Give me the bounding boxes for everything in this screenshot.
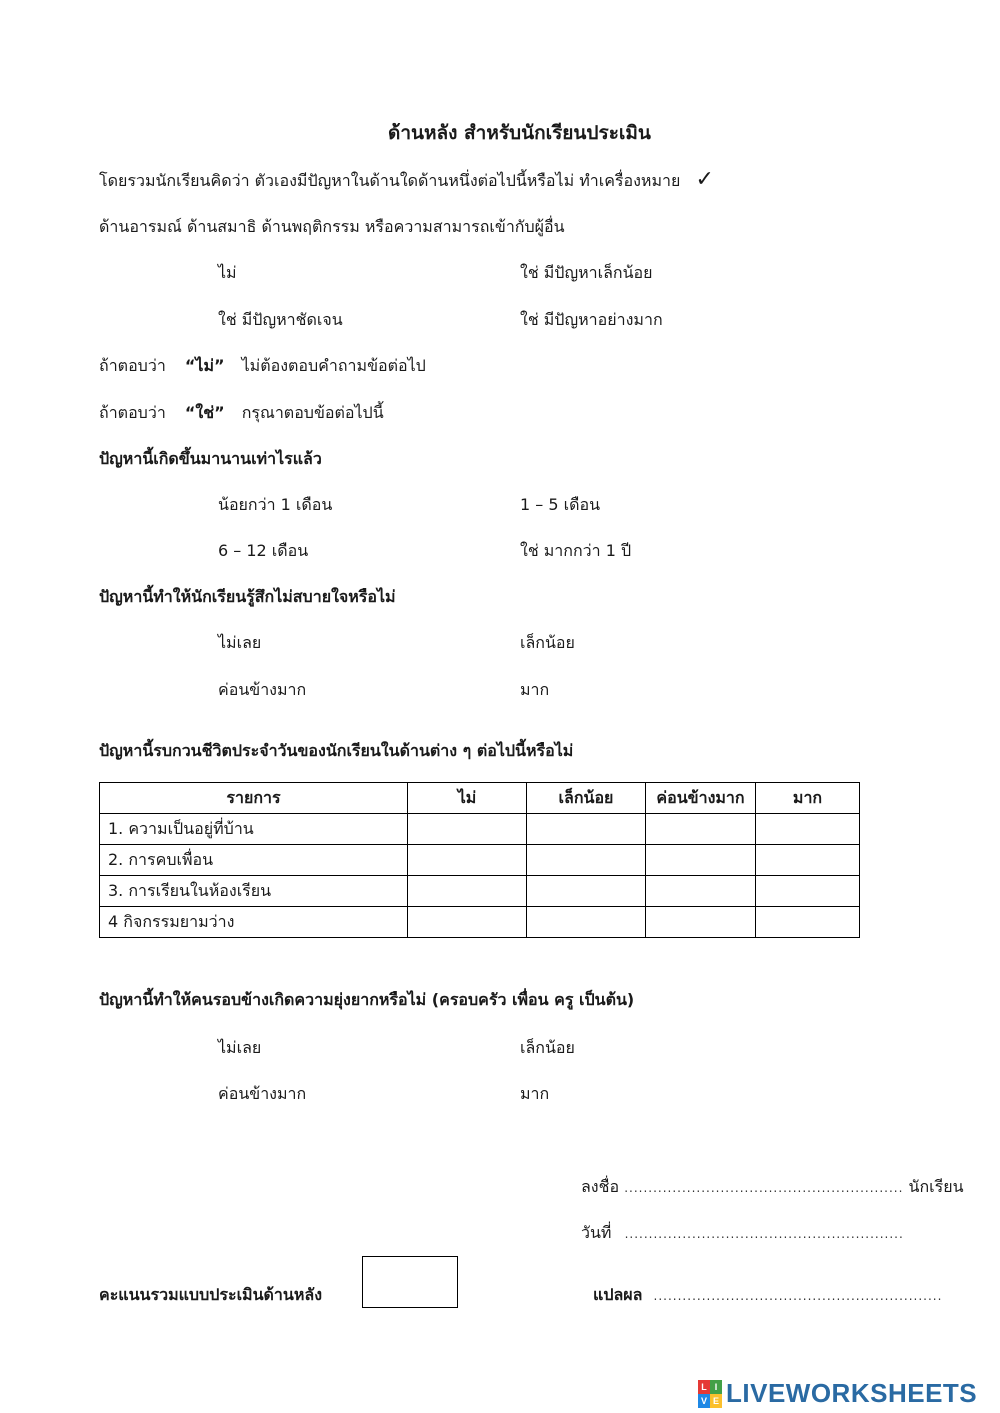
page-title: ด้านหลัง สำหรับนักเรียนประเมิน [388, 122, 651, 144]
col-header-little: เล็กน้อย [527, 783, 646, 814]
answer-cell[interactable] [527, 814, 646, 845]
row-label: 1. ความเป็นอยู่ที่บ้าน [100, 814, 408, 845]
col-header-a-lot: มาก [756, 783, 860, 814]
answer-cell[interactable] [756, 907, 860, 938]
q4-option-3[interactable]: ค่อนข้างมาก [218, 1084, 307, 1103]
liveworksheets-icon [698, 1380, 722, 1408]
answer-cell[interactable] [646, 814, 756, 845]
table-header-row [100, 783, 860, 814]
impact-table [99, 782, 860, 938]
interpret-field[interactable]: ............................................................ [653, 1289, 943, 1303]
q4-option-4[interactable]: มาก [520, 1084, 550, 1103]
date-label: วันที่ [581, 1223, 612, 1242]
col-header-no: ไม่ [408, 783, 527, 814]
q1-option-2[interactable]: 1 – 5 เดือน [520, 495, 601, 514]
q1-option-3[interactable]: 6 – 12 เดือน [218, 541, 309, 560]
answer-cell[interactable] [756, 845, 860, 876]
note-no [99, 356, 426, 376]
answer-cell[interactable] [527, 845, 646, 876]
signature-field[interactable]: .......................................................... [624, 1181, 904, 1195]
note-yes-rest: กรุณาตอบข้อต่อไปนี้ [241, 403, 384, 422]
note-yes-prefix: ถ้าตอบว่า [99, 403, 166, 422]
q2-option-3[interactable]: ค่อนข้างมาก [218, 680, 307, 699]
note-no-rest: ไม่ต้องตอบคำถามข้อต่อไป [241, 356, 426, 375]
q0-option-2[interactable]: ใช่ มีปัญหาเล็กน้อย [520, 263, 653, 282]
check-mark-icon: ✓ [695, 167, 714, 192]
q2-option-4[interactable]: มาก [520, 680, 550, 699]
note-no-key: “ไม่” [184, 356, 225, 375]
liveworksheets-logo [698, 1378, 977, 1409]
q0-option-3[interactable]: ใช่ มีปัญหาชัดเจน [218, 310, 343, 329]
answer-cell[interactable] [408, 876, 527, 907]
interpret-label: แปลผล [593, 1285, 643, 1304]
q2-heading: ปัญหานี้ทำให้นักเรียนรู้สึกไม่สบายใจหรือไม่ [99, 587, 396, 606]
answer-cell[interactable] [646, 907, 756, 938]
logo-tile: I [710, 1380, 722, 1394]
table-row [100, 814, 860, 845]
col-header-quite-a-lot: ค่อนข้างมาก [646, 783, 756, 814]
answer-cell[interactable] [408, 845, 527, 876]
q2-option-1[interactable]: ไม่เลย [218, 633, 262, 652]
intro-line-1 [99, 167, 714, 192]
date-line [581, 1223, 904, 1244]
answer-cell[interactable] [527, 907, 646, 938]
score-label: คะแนนรวมแบบประเมินด้านหลัง [99, 1285, 323, 1304]
col-header-item: รายการ [100, 783, 408, 814]
row-label: 3. การเรียนในห้องเรียน [100, 876, 408, 907]
row-label: 4 กิจกรรมยามว่าง [100, 907, 408, 938]
logo-tile: V [698, 1394, 710, 1408]
answer-cell[interactable] [408, 814, 527, 845]
answer-cell[interactable] [408, 907, 527, 938]
q1-option-4[interactable]: ใช่ มากกว่า 1 ปี [520, 541, 632, 560]
q4-heading: ปัญหานี้ทำให้คนรอบข้างเกิดความยุ่งยากหรือไม่ (ครอบครัว เพื่อน ครู เป็นต้น) [99, 990, 635, 1009]
q4-option-2[interactable]: เล็กน้อย [520, 1038, 575, 1057]
row-label: 2. การคบเพื่อน [100, 845, 408, 876]
answer-cell[interactable] [756, 814, 860, 845]
note-yes-key: “ใช่” [184, 403, 225, 422]
intro-line-2: ด้านอารมณ์ ด้านสมาธิ ด้านพฤติกรรม หรือความสามารถเข้ากับผู้อื่น [99, 217, 565, 236]
signature-line [581, 1177, 964, 1198]
note-no-prefix: ถ้าตอบว่า [99, 356, 166, 375]
answer-cell[interactable] [646, 845, 756, 876]
q1-option-1[interactable]: น้อยกว่า 1 เดือน [218, 495, 333, 514]
signature-role: นักเรียน [908, 1177, 964, 1196]
table-row [100, 907, 860, 938]
table-row [100, 876, 860, 907]
intro-text: โดยรวมนักเรียนคิดว่า ตัวเองมีปัญหาในด้านใดด้านหนึ่งต่อไปนี้หรือไม่ ทำเครื่องหมาย [99, 171, 681, 190]
table-row [100, 845, 860, 876]
signature-label: ลงชื่อ [581, 1177, 620, 1196]
q1-heading: ปัญหานี้เกิดขึ้นมานานเท่าไรแล้ว [99, 449, 322, 468]
answer-cell[interactable] [527, 876, 646, 907]
logo-tile: E [710, 1394, 722, 1408]
q2-option-2[interactable]: เล็กน้อย [520, 633, 575, 652]
answer-cell[interactable] [756, 876, 860, 907]
q3-heading: ปัญหานี้รบกวนชีวิตประจำวันของนักเรียนในด้านต่าง ๆ ต่อไปนี้หรือไม่ [99, 741, 574, 760]
score-box[interactable] [362, 1256, 458, 1308]
note-yes [99, 403, 384, 423]
date-field[interactable]: .......................................................... [624, 1227, 904, 1241]
q0-option-4[interactable]: ใช่ มีปัญหาอย่างมาก [520, 310, 663, 329]
watermark-text: LIVEWORKSHEETS [726, 1378, 978, 1408]
logo-tile: L [698, 1380, 710, 1394]
interpret-line [593, 1285, 942, 1306]
answer-cell[interactable] [646, 876, 756, 907]
q4-option-1[interactable]: ไม่เลย [218, 1038, 262, 1057]
q0-option-1[interactable]: ไม่ [218, 263, 237, 282]
